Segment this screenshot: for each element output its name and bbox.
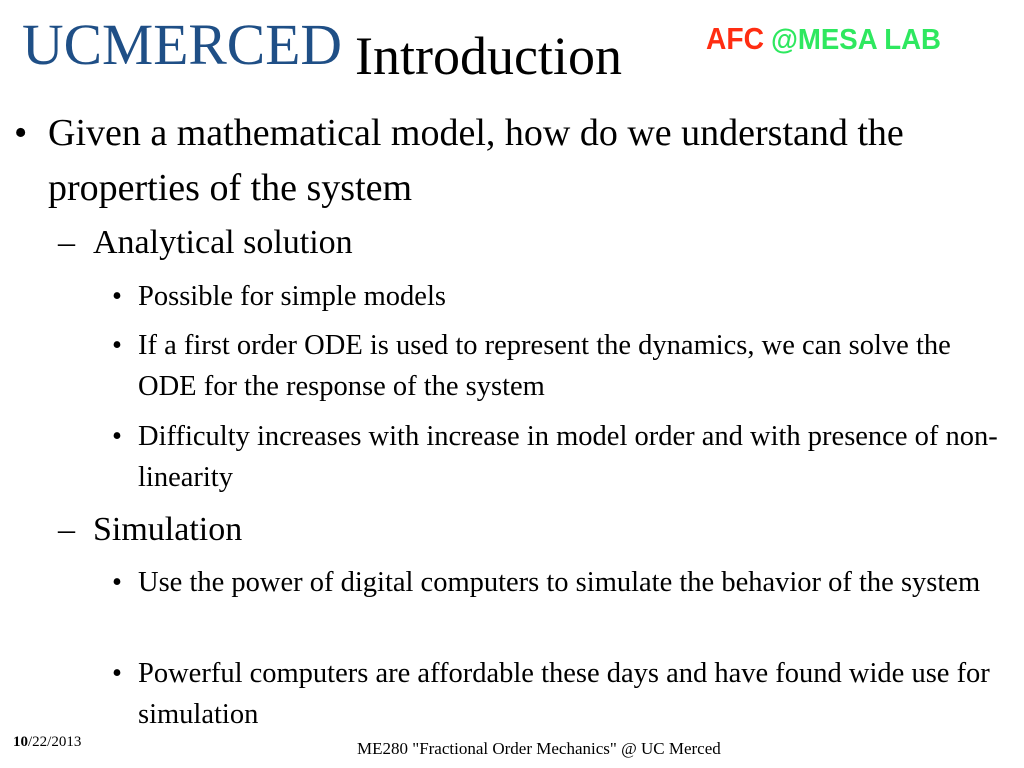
subheading-text: Analytical solution <box>93 224 353 261</box>
bullet-first-order-ode <box>112 325 1002 407</box>
bullet-text: If a first order ODE is used to represent the dynamics, we can solve the ODE for the response of the system <box>138 330 951 402</box>
bullet-marker: • <box>112 421 122 452</box>
bullet-marker: • <box>112 281 122 312</box>
bullet-text: Possible for simple models <box>138 281 446 312</box>
dash-marker: – <box>58 511 75 548</box>
slide-page-number: 10 <box>13 734 28 750</box>
footer-course: ME280 "Fractional Order Mechanics" @ UC Merced <box>357 739 721 758</box>
bullet-difficulty-increases <box>112 416 1002 498</box>
svg-text:@MESA LAB: @MESA LAB <box>771 24 941 56</box>
subheading-simulation <box>58 510 1008 550</box>
bullet-possible-simple-models <box>112 276 1002 317</box>
subheading-analytical-solution <box>58 223 1008 263</box>
bullet-text: Given a mathematical model, how do we understand the properties of the system <box>48 112 904 209</box>
svg-text:UCMERCED: UCMERCED <box>22 14 342 76</box>
slide-title: Introduction <box>355 26 622 86</box>
bullet-marker: • <box>112 567 122 598</box>
bullet-text: Difficulty increases with increase in model order and with presence of non-linearity <box>138 421 998 493</box>
bullet-powerful-computers <box>112 653 1002 735</box>
bullet-text: Use the power of digital computers to simulate the behavior of the system <box>138 567 981 598</box>
footer-date <box>13 731 81 753</box>
bullet-marker: • <box>112 330 122 361</box>
dash-marker: – <box>58 224 75 261</box>
bullet-text: Powerful computers are affordable these days and have found wide use for simulation <box>138 658 990 730</box>
bullet-marker: • <box>14 112 28 154</box>
bullet-digital-computers <box>112 562 1002 603</box>
bullet-main-question <box>14 106 1014 216</box>
date-text: /22/2013 <box>28 734 82 750</box>
svg-text:AFC: AFC <box>706 21 764 56</box>
bullet-marker: • <box>112 658 122 689</box>
subheading-text: Simulation <box>93 511 243 548</box>
